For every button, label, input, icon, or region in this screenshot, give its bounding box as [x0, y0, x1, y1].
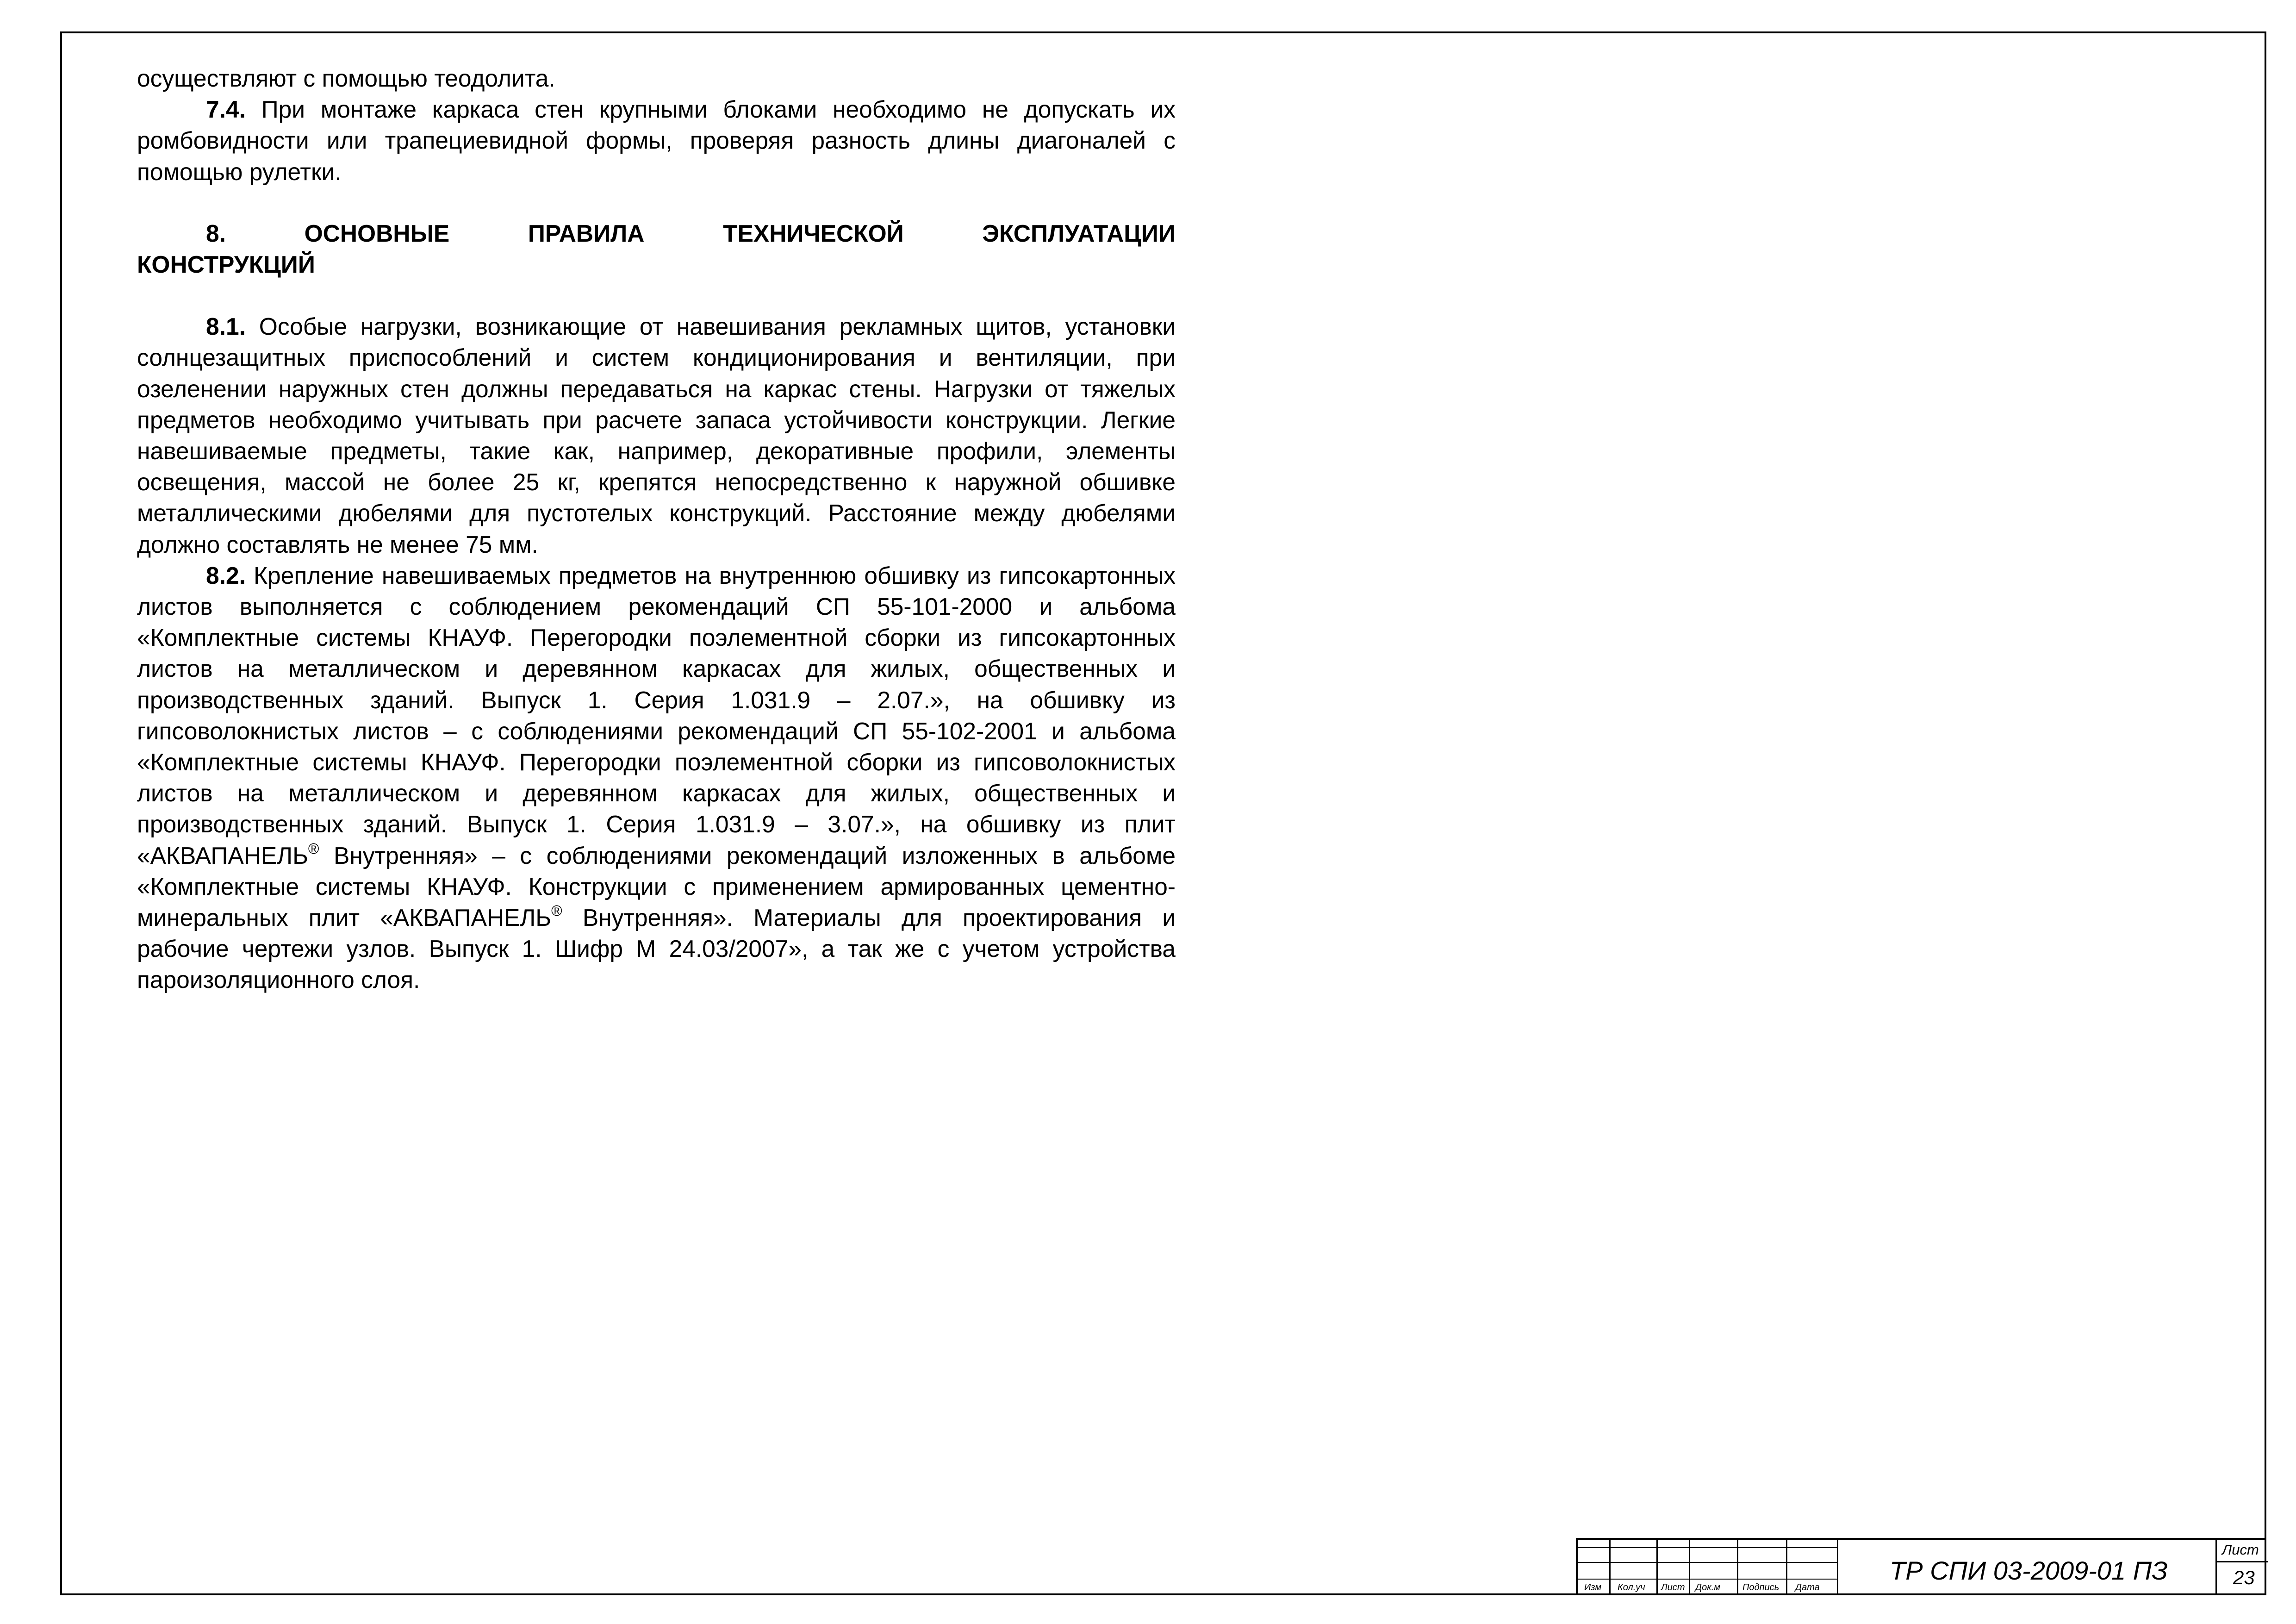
heading-word: ПРАВИЛА [528, 219, 645, 247]
stamp-col-line [1656, 1540, 1658, 1595]
stamp-row-line [1578, 1547, 1837, 1548]
paragraph-text: Внутренняя». Материалы для проектирования и рабочие чертежи узлов. Выпуск 1. Шифр М 24.03/2007», а так же с учетом устройства пароизоляционного слоя. [137, 904, 1176, 993]
paragraph-number: 8.2. [206, 562, 246, 589]
registered-mark: ® [308, 840, 319, 857]
stamp-row-line [1578, 1579, 1837, 1580]
stamp-col-line [1689, 1540, 1690, 1595]
heading-word: ТЕХНИЧЕСКОЙ [723, 219, 904, 247]
stamp-col-line [2215, 1540, 2217, 1595]
heading-line [137, 218, 1176, 249]
stamp-col-podpis: Подпись [1742, 1582, 1780, 1593]
paragraph-8-2 [137, 560, 1176, 996]
paragraph-text: Крепление навешиваемых предметов на внутреннюю обшивку из гипсокартонных листов выполняется с соблюдением рекомендаций СП 55-101-2000 и альбома «Комплектные системы КНАУФ. Перегородки поэлементной сборки из гипсокартонных листов на металлическом и деревянном каркасах для жилых, общественных и производственных зданий. Выпуск 1. Серия 1.031.9 – 2.07.», на обшивку из гипсоволокнистых листов – с соблюдениями рекомендаций СП 55-102-2001 и альбома «Комплектные системы КНАУФ. Перегородки поэлементной сборки из гипсоволокнистых листов на металлическом и деревянном каркасах для жилых, общественных и производственных зданий. Выпуск 1. Серия 1.031.9 – 3.07.», на обшивку из плит «АКВАПАНЕЛЬ [137, 562, 1176, 869]
heading-word: ОСНОВНЫЕ [304, 219, 450, 247]
paragraph-text: Особые нагрузки, возникающие от навешивания рекламных щитов, установки солнцезащитных приспособлений и систем кондиционирования и вентиляции, при озеленении наружных стен должны передаваться на каркас стены. Нагрузки от тяжелых предметов необходимо учитывать при расчете запаса устойчивости конструкции. Легкие навешиваемые предметы, такие как, например, декоративные профили, элементы освещения, массой не более 25 кг, крепятся непосредственно к наружной обшивке металлическими дюбелями для пустотелых конструкций. Расстояние между дюбелями должно составлять не менее 75 мм. [137, 313, 1176, 558]
sheet-number: 23 [2233, 1567, 2255, 1588]
stamp-col-data: Дата [1795, 1582, 1820, 1593]
stamp-col-dok: Док.м [1695, 1582, 1720, 1593]
document-code: ТР СПИ 03-2009-01 ПЗ [1890, 1556, 2168, 1585]
stamp-col-line [1609, 1540, 1611, 1595]
stamp-col-line [1737, 1540, 1738, 1595]
stamp-col-line [1786, 1540, 1787, 1595]
document-body [137, 63, 1176, 996]
section-heading [137, 218, 1176, 280]
stamp-col-kol: Кол.уч [1618, 1582, 1645, 1593]
intro-text: осуществляют с помощью теодолита. [137, 65, 555, 92]
title-block [1576, 1538, 2266, 1595]
paragraph-7-4 [137, 94, 1176, 187]
paragraph-8-1 [137, 311, 1176, 560]
paragraph-number: 7.4. [206, 96, 246, 123]
intro-line [137, 63, 1176, 94]
paragraph-text: Внутренняя» – с соблюдениями рекомендаций изложенных в альбоме «Комплектные системы КНАУФ. Конструкции с применением армированных цементно-минеральных плит «АКВАПАНЕЛЬ [137, 842, 1176, 931]
stamp-col-list: Лист [1661, 1582, 1685, 1593]
sheet-label: Лист [2222, 1542, 2259, 1558]
paragraph-number: 8.1. [206, 313, 246, 340]
stamp-col-line [1837, 1540, 1838, 1595]
heading-number: 8. [206, 219, 226, 247]
heading-word: КОНСТРУКЦИЙ [137, 251, 315, 278]
stamp-col-izm: Изм [1584, 1582, 1602, 1593]
sheet-divider [2215, 1561, 2268, 1562]
heading-word: ЭКСПЛУАТАЦИИ [982, 219, 1176, 247]
stamp-row-line [1578, 1562, 1837, 1563]
registered-mark: ® [551, 902, 562, 919]
paragraph-text: При монтаже каркаса стен крупными блоками необходимо не допускать их ромбовидности или трапециевидной формы, проверяя разность длины диагоналей с помощью рулетки. [137, 96, 1176, 185]
